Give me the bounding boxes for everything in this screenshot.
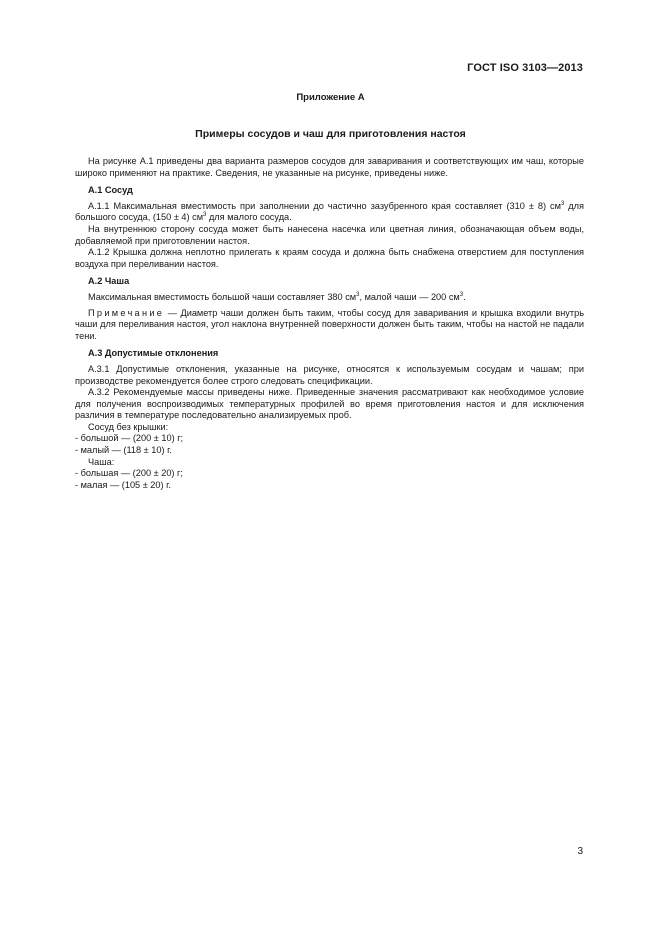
section-a1-paragraph-3: А.1.2 Крышка должна неплотно прилегать к краям сосуда и должна быть снабжена отверстием для поступления воздуха при переливании настоя. [75,247,584,269]
a2-p1-sup1: 3 [356,291,360,298]
vessel-label: Сосуд без крышки: [88,421,169,432]
section-a1-paragraph-2: На внутреннюю сторону сосуда может быть нанесена насечка или цветная линия, обозначающая объем воды, добавляемой при приготовлении настоя. [75,223,584,246]
note-text: — Диаметр чаши должен быть таким, чтобы сосуд для заваривания и крышка входили внутрь чаши для переливания настоя, угол наклона внутренней поверхности должен быть таким, чтобы на настой не падали тени. [75,307,584,341]
bowl-item-large: - большая — (200 ± 20) г; [75,468,183,479]
vessel-item-large: - большой — (200 ± 10) г; [75,433,184,444]
section-a2-note [75,308,584,343]
bowl-item-small: - малая — (105 ± 20) г. [75,479,171,490]
section-a3-heading: А.3 Допустимые отклонения [88,348,219,359]
a1-p1-post: для малого сосуда. [206,212,292,223]
note-label: Примечание [88,307,165,318]
a2-p1-pre: Максимальная вместимость большой чаши составляет 380 см [88,291,357,302]
a1-p1-mid: для большого сосуда, (150 ± 4) см [75,200,584,223]
section-a2-paragraph-1 [75,292,584,304]
page-number: 3 [577,846,583,857]
a2-p1-sup2: 3 [459,291,464,298]
a2-p1-post: . [463,291,466,302]
a2-p1-mid: , малой чаши — 200 см [359,291,460,302]
standard-code: ГОСТ ISO 3103—2013 [467,62,583,74]
document-body [75,156,584,491]
a1-p1-sup2: 3 [203,212,207,219]
a1-p1-sup1: 3 [560,200,565,207]
section-a1-paragraph-1 [75,201,584,224]
a1-p1-pre: А.1.1 Максимальная вместимость при заполнении до частично зазубренного края составляет (310 ± 8) см [88,200,561,211]
section-a2-heading: А.2 Чаша [88,276,130,287]
section-a3-paragraph-2: А.3.2 Рекомендуемые массы приведены ниже. Приведенные значения рассматривают как необходимое условие для получения воспроизводимых температурных профилей во время приготовления настоя и для исключения различия в температуре последовательно анализируемых проб. [75,387,584,421]
vessel-item-small: - малый — (118 ± 10) г. [75,445,172,456]
page-title: Примеры сосудов и чаш для приготовления настоя [195,128,466,140]
appendix-label: Приложение А [296,92,365,103]
bowl-label: Чаша: [88,456,115,467]
section-a3-paragraph-1: А.3.1 Допустимые отклонения, указанные на рисунке, относятся к используемым сосудам и чашам; при производстве рекомендуется более строго следовать спецификации. [75,363,584,386]
intro-paragraph: На рисунке А.1 приведены два варианта размеров сосудов для заваривания и соответствующих им чаш, которые широко применяют на практике. Сведения, не указанные на рисунке, приведены ниже. [75,156,584,178]
section-a1-heading: А.1 Сосуд [88,185,133,196]
